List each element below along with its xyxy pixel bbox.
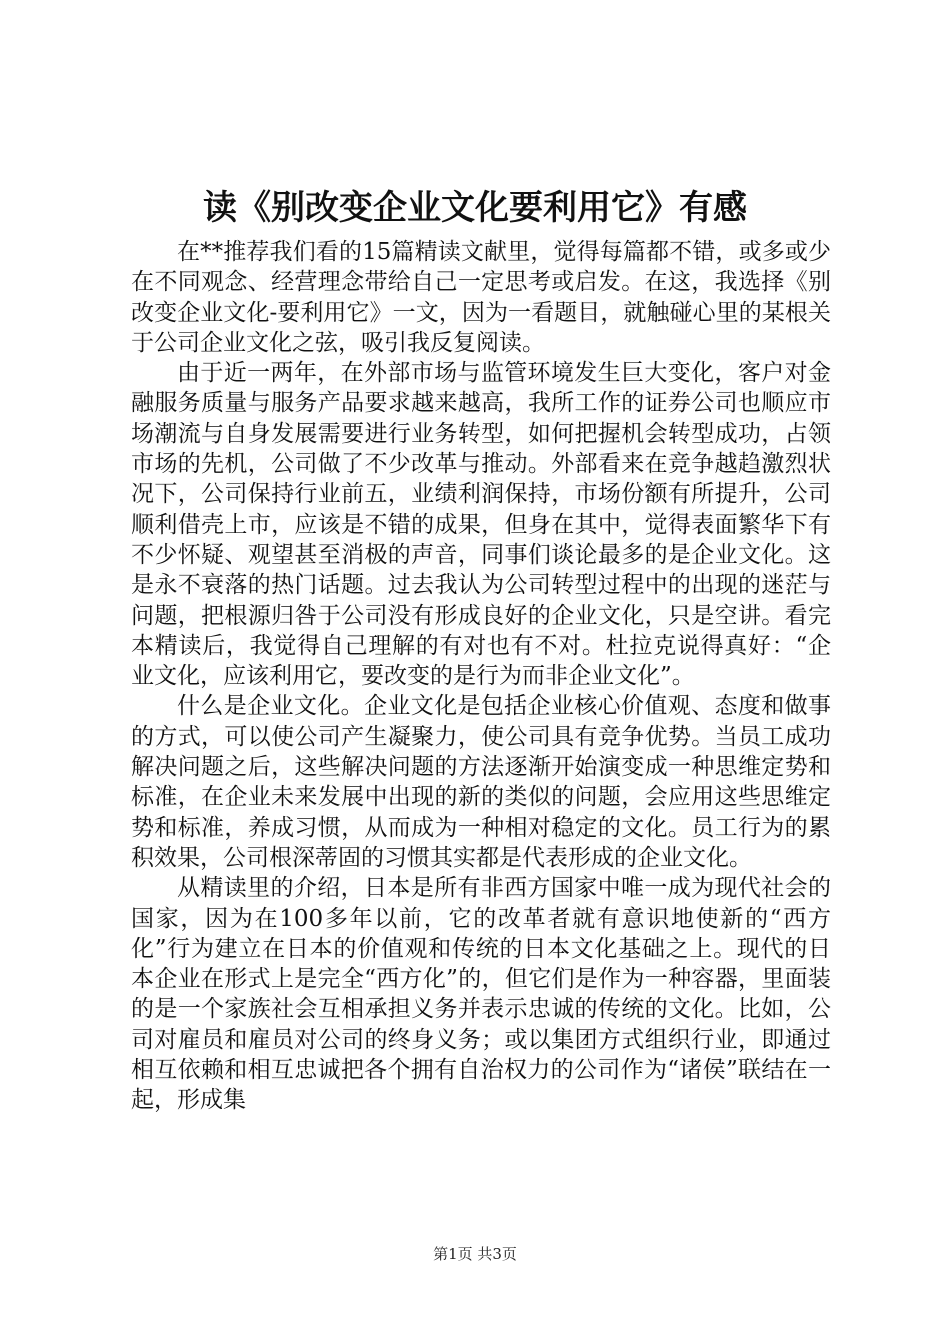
paragraph-3: 什么是企业文化。企业文化是包括企业核心价值观、态度和做事的方式，可以使公司产生凝聚力，使公司具有竞争优势。当员工成功解决问题之后，这些解决问题的方法逐渐开始演变成一种思维定势和标准，在企业未来发展中出现的新的类似的问题，会应用这些思维定势和标准，养成习惯，从而成为一种相对稳定的文化。员工行为的累积效果，公司根深蒂固的习惯其实都是代表形成的企业文化。 — [131, 693, 831, 871]
paragraph-1: 在**推荐我们看的15篇精读文献里，觉得每篇都不错，或多或少在不同观念、经营理念带给自己一定思考或启发。在这，我选择《别改变企业文化-要利用它》一文，因为一看题目，就触碰心里的某根关于公司企业文化之弦，吸引我反复阅读。 — [131, 239, 831, 356]
paragraph-4: 从精读里的介绍，日本是所有非西方国家中唯一成为现代社会的国家，因为在100多年以前，它的改革者就有意识地使新的“西方化”行为建立在日本的价值观和传统的日本文化基础之上。现代的日本企业在形式上是完全“西方化”的，但它们是作为一种容器，里面装的是一个家族社会互相承担义务并表示忠诚的传统的文化。比如，公司对雇员和雇员对公司的终身义务；或以集团方式组织行业，即通过相互依赖和相互忠诚把各个拥有自治权力的公司作为“诸侯”联结在一起，形成集 — [131, 875, 831, 1114]
document-title: 读《别改变企业文化要利用它》有感 — [203, 188, 747, 228]
page-number-footer: 第1页 共3页 — [433, 1245, 517, 1263]
document-body — [131, 237, 831, 1116]
paragraph-2: 由于近一两年，在外部市场与监管环境发生巨大变化，客户对金融服务质量与服务产品要求越来越高，我所工作的证券公司也顺应市场潮流与自身发展需要进行业务转型，如何把握机会转型成功，占领市场的先机，公司做了不少改革与推动。外部看来在竞争越趋激烈状况下，公司保持行业前五，业绩利润保持，市场份额有所提升，公司顺利借壳上市，应该是不错的成果，但身在其中，觉得表面繁华下有不少怀疑、观望甚至消极的声音，同事们谈论最多的是企业文化。这是永不衰落的热门话题。过去我认为公司转型过程中的出现的迷茫与问题，把根源归咎于公司没有形成良好的企业文化，只是空讲。看完本精读后，我觉得自己理解的有对也有不对。杜拉克说得真好：“企业文化，应该利用它，要改变的是行为而非企业文化”。 — [131, 360, 831, 690]
